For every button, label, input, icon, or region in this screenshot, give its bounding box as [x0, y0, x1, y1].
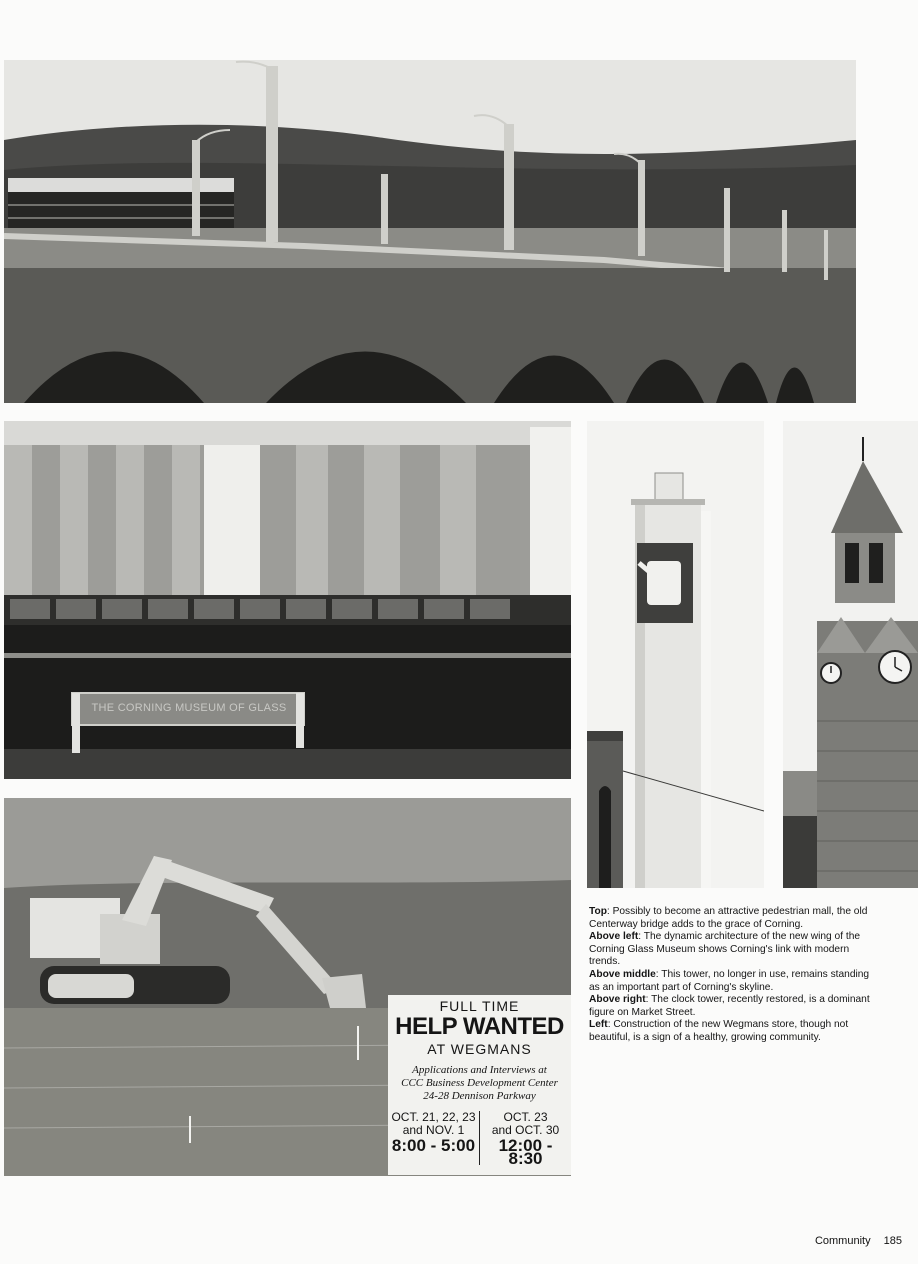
section-name: Community — [814, 1235, 871, 1247]
sign-left-column — [388, 1111, 479, 1165]
sign-address: 24-28 Dennison Parkway — [423, 1090, 536, 1102]
sign-applications: Applications and Interviews at — [412, 1064, 547, 1076]
page-number: 185 — [883, 1235, 902, 1247]
sign-right-hours: 12:00 - 8:30 — [498, 1136, 553, 1168]
museum-sign-text: THE CORNING MUSEUM OF GLASS — [91, 702, 287, 714]
sign-location: CCC Business Development Center — [401, 1077, 558, 1089]
sign-left-hours: 8:00 - 5:00 — [391, 1136, 476, 1155]
page-footer — [815, 1235, 902, 1247]
sign-right-dates-2: and OCT. 30 — [491, 1123, 560, 1137]
museum-photo — [4, 421, 571, 779]
help-wanted-sign — [388, 995, 571, 1175]
sign-left-dates-2: and NOV. 1 — [402, 1123, 465, 1137]
sign-at-wegmans: AT WEGMANS — [427, 1041, 532, 1057]
photo-captions — [589, 906, 873, 1045]
bridge-photo — [4, 60, 856, 403]
sign-right-dates: OCT. 23 — [503, 1110, 548, 1124]
sign-right-column — [479, 1110, 571, 1168]
clock-tower-photo — [783, 421, 918, 888]
caption-top: Top: Possibly to become an attractive pedestrian mall, the old Centerway bridge adds to the grace of Corning. — [589, 906, 868, 930]
caption-above-right: Above right: The clock tower, recently restored, is a dominant figure on Market Street. — [589, 994, 870, 1018]
caption-above-middle: Above middle: This tower, no longer in use, remains standing as an important part of Corning's skyline. — [589, 968, 870, 993]
tower-photo — [587, 421, 764, 888]
caption-left: Left: Construction of the new Wegmans store, though not beautiful, is a sign of a healthy, growing community. — [589, 1019, 849, 1043]
sign-help-wanted: HELP WANTED — [395, 1013, 564, 1040]
caption-above-left: Above left: The dynamic architecture of the new wing of the Corning Glass Museum shows Corning's link with modern trends. — [589, 931, 861, 968]
sign-left-dates: OCT. 21, 22, 23 — [391, 1110, 476, 1124]
sign-full-time: FULL TIME — [439, 998, 520, 1014]
